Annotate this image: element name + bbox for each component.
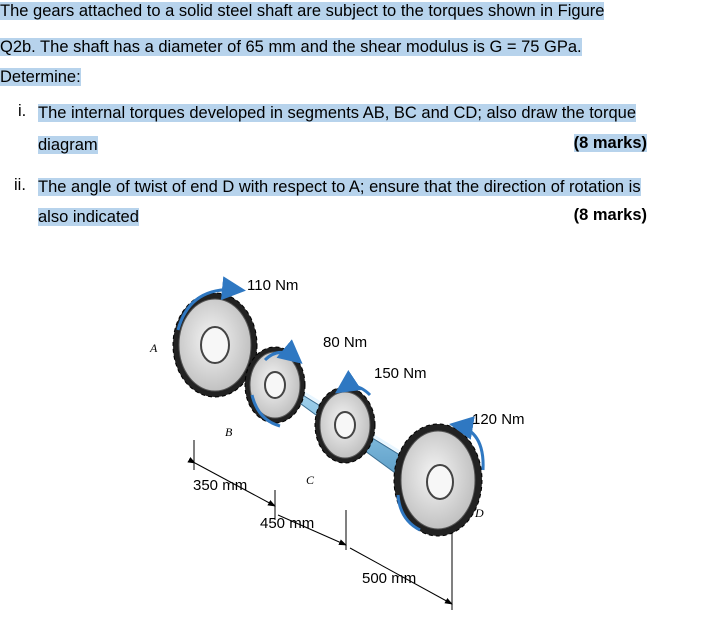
part-i-line-1: The internal torques developed in segments AB, BC and CD; also draw the torque [38,104,637,122]
gear-c-icon [315,387,375,463]
length-label-bc: 450 mm [260,515,315,532]
length-label-cd: 500 mm [362,570,417,587]
torque-label-d: 120 Nm [472,411,525,428]
part-i-marks: (8 marks) [573,134,647,152]
part-ii-line-1: The angle of twist of end D with respect to A; ensure that the direction of rotation is [38,178,641,196]
part-i-number: i. [18,102,27,120]
gear-a-icon [173,293,257,397]
torque-label-a: 110 Nm [247,277,299,294]
intro-line-1: The gears attached to a solid steel shaft are subject to the torques shown in Figure [0,2,605,20]
part-ii-number: ii. [14,176,26,194]
torque-label-c: 150 Nm [374,365,427,382]
length-label-ab: 350 mm [193,477,248,494]
intro-line-2: Q2b. The shaft has a diameter of 65 mm and the shear modulus is G = 75 GPa. [0,38,582,56]
point-label-c: C [306,473,315,487]
torque-label-b: 80 Nm [323,334,368,351]
part-i-line-2: diagram [38,136,98,154]
point-label-d: D [475,506,484,520]
intro-line-3: Determine: [0,68,81,86]
point-label-a: A [150,341,158,355]
part-ii-line-2: also indicated [38,208,139,226]
part-ii-marks: (8 marks) [573,206,647,224]
point-label-b: B [225,425,233,439]
